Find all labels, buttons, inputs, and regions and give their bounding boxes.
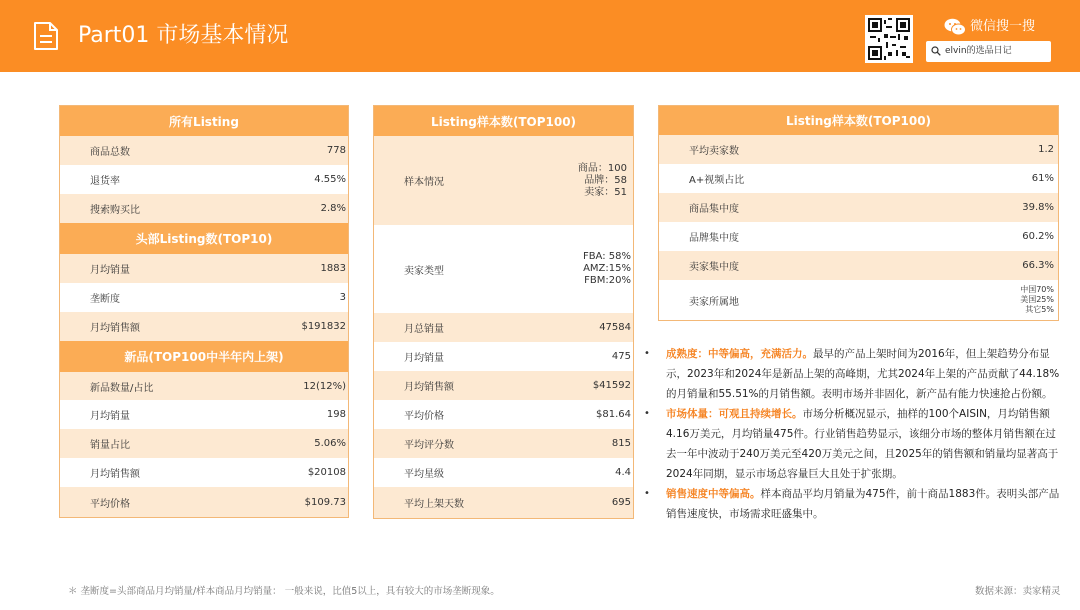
row-value: 815 [611, 438, 631, 449]
row-value: 1883 [320, 263, 346, 274]
table-row [60, 400, 348, 429]
row-value: 66.3% [1022, 260, 1054, 271]
location-item: 美国25% [1020, 295, 1054, 304]
listing-sample-seller-panel [658, 105, 1059, 321]
row-value: 778 [326, 145, 346, 156]
table-row [374, 400, 633, 429]
table-row [374, 136, 633, 225]
bullet-dot: • [644, 348, 650, 359]
row-label: 商品集中度 [689, 204, 739, 215]
row-label: 品牌集中度 [689, 233, 739, 244]
row-value: 4.55% [314, 174, 346, 185]
row-label: 平均评分数 [404, 440, 454, 451]
section-header: 头部Listing数(TOP10) [60, 223, 348, 254]
seller-type-item: FBM:20% [584, 275, 631, 286]
row-label: 新品数量/占比 [90, 382, 154, 394]
row-value: 60.2% [1022, 231, 1054, 242]
row-value: 695 [611, 497, 631, 508]
table-row [60, 487, 348, 518]
location-values [1020, 285, 1058, 315]
sample-values [578, 163, 633, 199]
row-label: 月总销量 [404, 324, 444, 335]
row-label: 垄断度 [90, 294, 120, 305]
sample-item: 商品：100 [577, 162, 627, 174]
table-row [60, 312, 348, 341]
table-row [374, 487, 633, 518]
table-row [659, 164, 1058, 193]
table-row [60, 136, 348, 165]
row-label: 平均星级 [404, 469, 444, 480]
table-row [60, 194, 348, 223]
row-value: $20108 [307, 467, 346, 478]
row-value: 4.4 [615, 467, 631, 478]
row-value: 47584 [599, 322, 631, 333]
row-value: 39.8% [1022, 202, 1054, 213]
row-value: $41592 [592, 380, 631, 391]
table-row [659, 135, 1058, 164]
row-label: 月均销量 [90, 411, 130, 422]
row-label: 月均销量 [404, 353, 444, 364]
table-row [659, 193, 1058, 222]
row-label: 搜索购买比 [90, 205, 140, 216]
bullet-item [640, 344, 1060, 404]
sample-item: 卖家：51 [584, 186, 627, 198]
panel-header: Listing样本数(TOP100) [659, 106, 1058, 135]
location-item: 中国70% [1020, 285, 1054, 294]
data-source: 数据来源：卖家精灵 [975, 586, 1061, 597]
row-label: 月均销售额 [90, 469, 140, 480]
header-bar [0, 0, 1080, 72]
row-label: 样本情况 [404, 177, 444, 188]
search-icon [931, 46, 941, 56]
location-item: 其它5% [1025, 305, 1054, 314]
wechat-search-label: 微信搜一搜 [970, 19, 1036, 34]
bullet-lead: 成熟度：中等偏高，充满活力。 [666, 348, 813, 360]
table-row [659, 280, 1058, 320]
row-value: 61% [1031, 173, 1054, 184]
row-label: 平均卖家数 [689, 146, 739, 157]
footnote: ＊ 垄断度=头部商品月均销量/样本商品月均销量： 一般来说，比值5以上，具有较大的市场垄断现象。 [68, 586, 500, 597]
table-row [60, 429, 348, 458]
row-value: 5.06% [314, 438, 346, 449]
bullet-dot: • [644, 488, 650, 499]
row-value: 2.8% [320, 203, 346, 214]
panel-header: Listing样本数(TOP100) [374, 106, 633, 136]
row-label: 月均销售额 [90, 323, 140, 334]
row-label: A+视频占比 [689, 175, 745, 186]
bullet-text: 市场分析概况显示，抽样的100个AISIN，月均销售额4.16万美元，月均销量475件。行业销售趋势显示，该细分市场的整体月销售额在过去一年中波动于240万美元至420万美元之间，且2025年的销售额和销量均显著高于2024年同期，显示市场总容量巨大且处于扩张期。 [666, 408, 1059, 480]
row-value: 475 [611, 351, 631, 362]
table-row [374, 458, 633, 487]
wechat-icon [944, 18, 966, 36]
bullet-lead: 销售速度中等偏高。 [666, 488, 761, 500]
row-value: $81.64 [596, 409, 631, 420]
bullet-text: 最早的产品上架时间为2016年，但上架趋势分布显示，2023年和2024年是新品上架的高峰期，尤其2024年上架的产品贡献了44.18%的月销量和55.51%的月销售额。表明市场并非固化，新产品有能力快速抢占份额。 [666, 348, 1060, 400]
seller-type-values [583, 251, 633, 287]
panel-header: 所有Listing [60, 106, 348, 136]
table-row [374, 429, 633, 458]
bullet-dot: • [644, 408, 650, 419]
seller-type-item: AMZ:15% [583, 263, 631, 274]
table-row [374, 371, 633, 400]
analysis-bullets [640, 344, 1060, 524]
table-row [60, 254, 348, 283]
bullet-lead: 市场体量：可观且持续增长。 [666, 408, 803, 420]
row-value: 12(12%) [303, 380, 346, 392]
row-label: 平均上架天数 [404, 499, 464, 510]
table-row [60, 458, 348, 487]
qr-code-image [868, 18, 910, 60]
bullet-item [640, 404, 1060, 484]
table-row [60, 372, 348, 400]
document-icon [32, 21, 60, 51]
row-label: 退货率 [90, 176, 120, 187]
all-listing-panel [59, 105, 349, 518]
qr-code [865, 15, 913, 63]
page-title: Part01 市场基本情况 [78, 23, 289, 48]
table-row [60, 283, 348, 312]
row-value: 1.2 [1038, 144, 1054, 155]
table-row [659, 251, 1058, 280]
listing-sample-panel [373, 105, 634, 519]
search-query: elvin的选品日记 [945, 46, 1012, 56]
table-row [374, 342, 633, 371]
section-header: 新品(TOP100中半年内上架) [60, 341, 348, 372]
table-row [60, 165, 348, 194]
row-value: $191832 [301, 321, 346, 332]
seller-type-item: FBA: 58% [582, 251, 631, 262]
sample-item: 品牌：58 [584, 174, 627, 186]
table-row [374, 225, 633, 313]
row-label: 平均价格 [90, 499, 130, 510]
row-label: 月均销量 [90, 265, 130, 276]
bullet-item [640, 484, 1060, 524]
row-label: 卖家所属地 [689, 296, 739, 308]
row-label: 销量占比 [90, 440, 130, 451]
table-row [659, 222, 1058, 251]
search-box[interactable] [926, 41, 1051, 62]
row-label: 商品总数 [90, 147, 130, 158]
row-label: 卖家类型 [404, 265, 444, 277]
table-row [374, 313, 633, 342]
row-value: 198 [326, 409, 346, 420]
row-label: 平均价格 [404, 411, 444, 422]
row-value: $109.73 [304, 497, 346, 508]
row-label: 月均销售额 [404, 382, 454, 393]
row-label: 卖家集中度 [689, 262, 739, 273]
bullet-text: 样本商品平均月销量为475件，前十商品1883件。表明头部产品销售速度快，市场需求旺盛集中。 [666, 488, 1060, 520]
row-value: 3 [339, 292, 346, 303]
